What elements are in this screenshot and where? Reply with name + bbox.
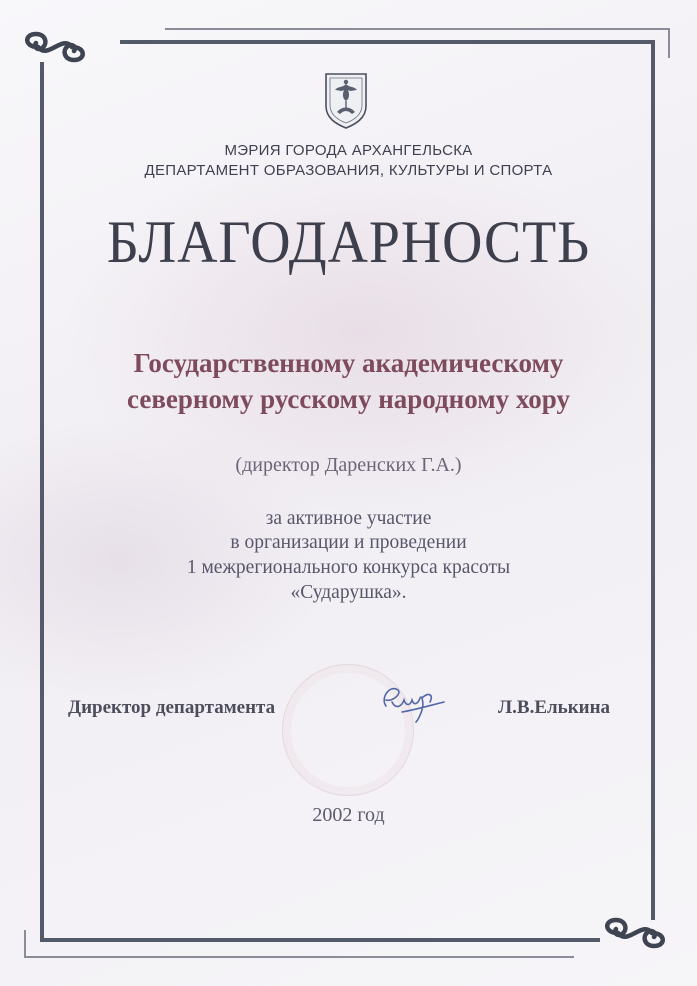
frame-outer-bottom (24, 956, 574, 958)
city-coat-of-arms-icon (322, 68, 370, 130)
reason-line-4: «Сударушка». (290, 582, 407, 603)
recipient-line-2: северному русскому народному хору (127, 384, 570, 414)
frame-outer-left (24, 930, 26, 958)
signatory-role: Директор департамента (68, 697, 276, 718)
frame-outer-right (668, 28, 670, 58)
signatory-name: Л.В.Елькина (498, 697, 611, 718)
reason-line-1: за активное участие (265, 508, 432, 529)
recipient-line-1: Государственному академическому (133, 348, 564, 378)
recipient-director-note: (директор Даренских Г.А.) (235, 454, 462, 476)
reason-line-2: в организации и проведении (230, 532, 467, 553)
frame-bottom (40, 938, 600, 942)
ornament-top-left-icon (20, 30, 90, 64)
handwritten-signature (372, 676, 452, 726)
frame-top (120, 40, 655, 44)
document-title: БЛАГОДАРНОСТЬ (106, 209, 591, 275)
issuer-line-2: ДЕПАРТАМЕНТ ОБРАЗОВАНИЯ, КУЛЬТУРЫ И СПОРТА (144, 162, 553, 179)
reason-line-3: 1 межрегионального конкурса красоты (186, 557, 511, 578)
issuer-line-1: МЭРИЯ ГОРОДА АРХАНГЕЛЬСКА (224, 142, 473, 159)
frame-outer-top (165, 28, 670, 30)
ornament-bottom-right-icon (600, 916, 670, 950)
document-year: 2002 год (312, 804, 385, 826)
